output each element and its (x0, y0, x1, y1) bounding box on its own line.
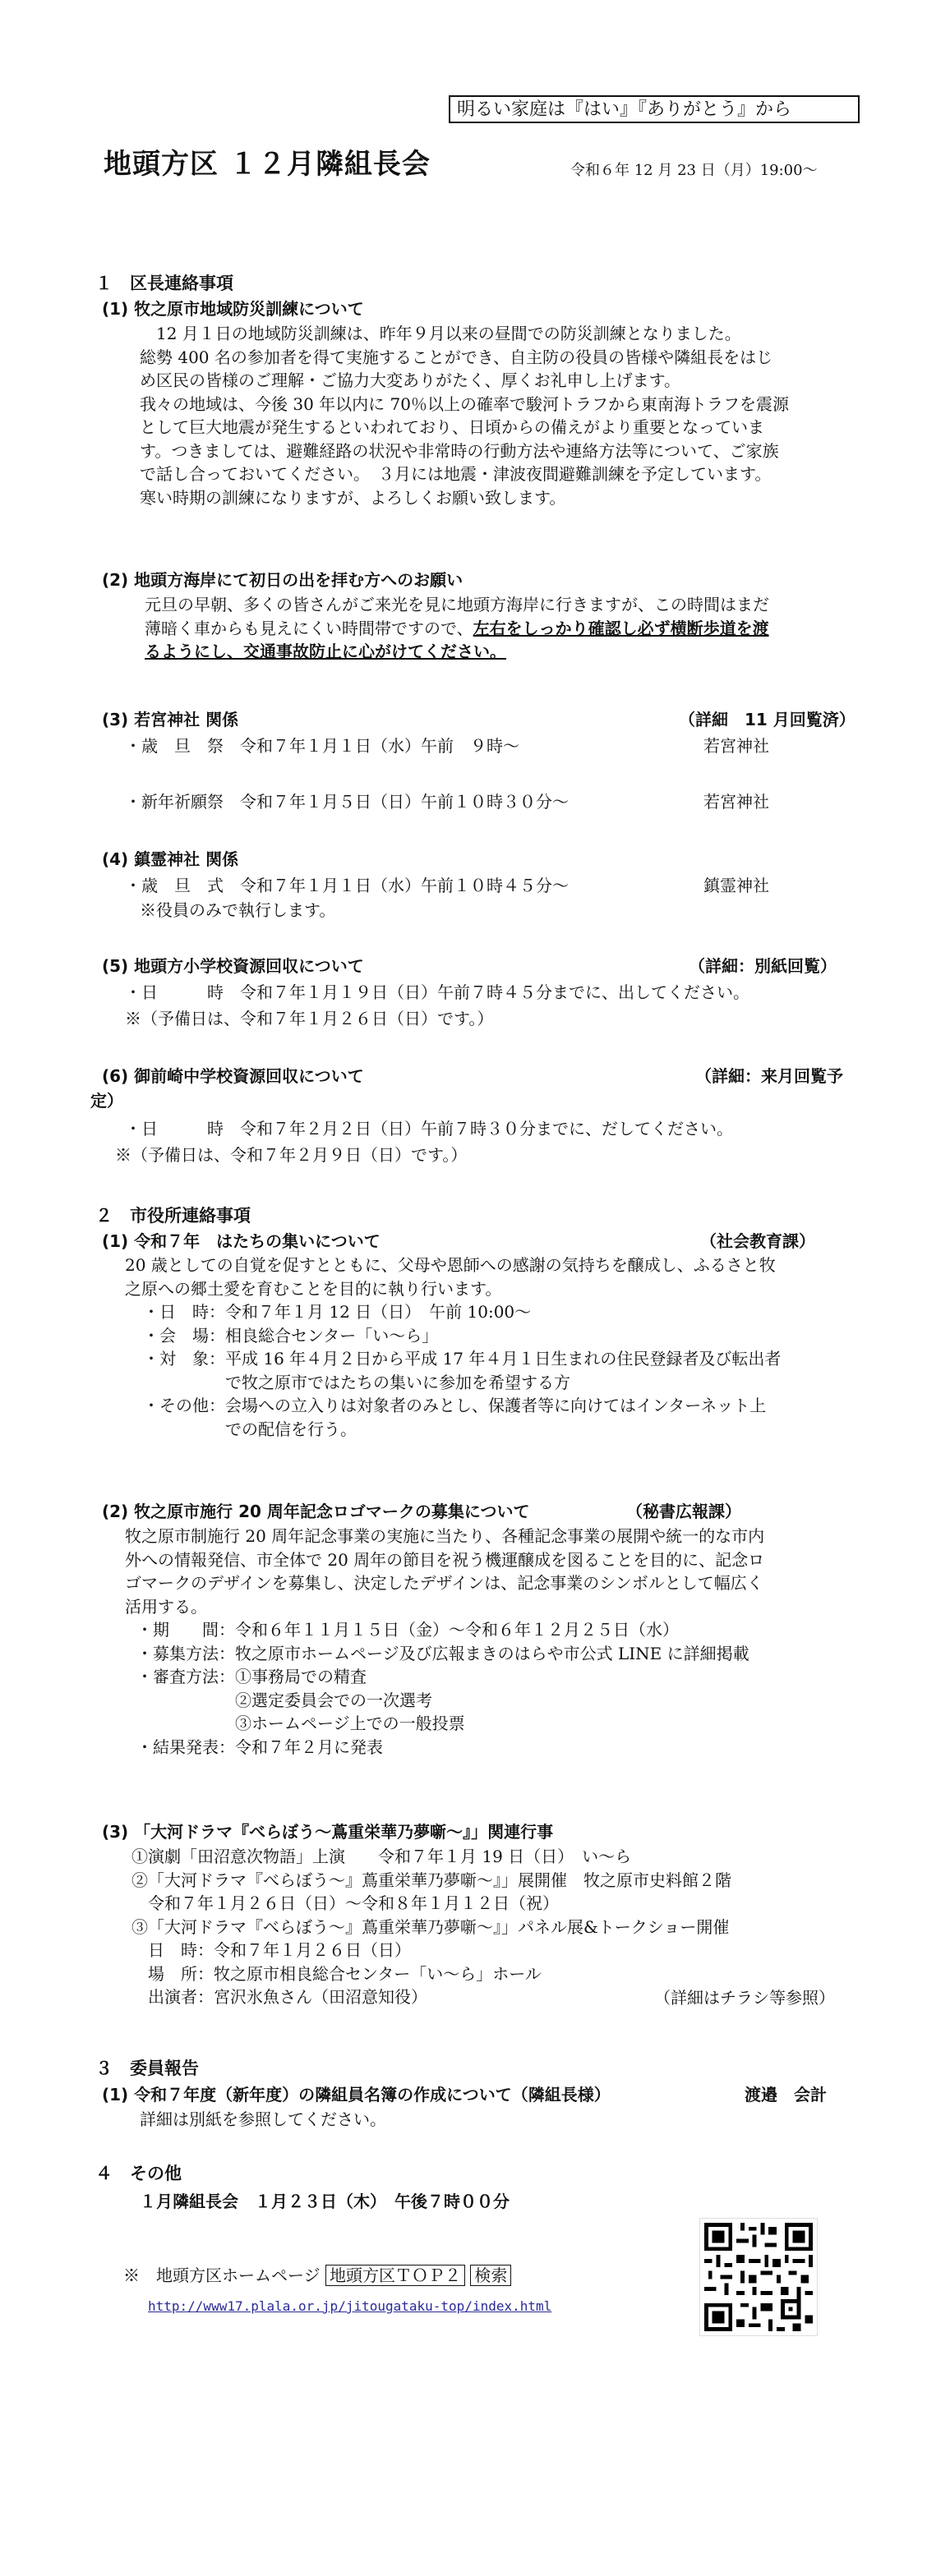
body-line: 之原への郷土愛を育むことを目的に執り行います。 (125, 1278, 502, 1299)
section-1-heading: １ 区長連絡事項 (95, 274, 233, 293)
body-line: ③ホームページ上での一般投票 (136, 1714, 465, 1733)
next-meeting-line: １月隣組長会 １月２３日（木） 午後７時００分 (140, 2192, 510, 2211)
s1-item6-title: (6) 御前崎中学校資源回収について (102, 1066, 364, 1086)
s2-item3-body (131, 1845, 731, 2009)
body-line: ・募集方法：牧之原市ホームページ及び広報まきのはらや市公式 LINE に詳細掲載 (136, 1643, 749, 1663)
event-line: ・歳 旦 祭 令和７年１月１日（水）午前 ９時～ (125, 736, 519, 756)
body-line: 我々の地域は、今後 30 年以内に 70％以上の確率で駿河トラフから東南海トラフを震源 (140, 393, 789, 414)
s1-item5-title: (5) 地頭方小学校資源回収について (102, 956, 364, 976)
body-line: ・会 場：相良総合センター「い～ら」 (143, 1325, 439, 1346)
body-line: 外への情報発信、市全体で 20 周年の節目を祝う機運醸成を図ることを目的に、記念ロ (125, 1549, 765, 1570)
body-line: ゴマークのデザインを募集し、決定したデザインは、記念事業のシンボルとして幅広く (125, 1573, 763, 1593)
homepage-line (123, 2264, 511, 2287)
motto-box: 明るい家庭は『はい』『ありがとう』から (449, 95, 860, 123)
s1-item6-note: （詳細：来月回覧予 (695, 1066, 843, 1086)
s1-item2-body (145, 593, 769, 664)
body-line: ・期 間：令和６年１１月１５日（金）～令和６年１２月２５日（水） (136, 1620, 679, 1640)
s2-item1-body (125, 1254, 781, 1441)
body-line: 12 月１日の地域防災訓練は、昨年９月以来の昼間での防災訓練となりました。 (140, 324, 741, 343)
note-line: ※（予備日は、令和７年２月９日（日）です。） (115, 1145, 468, 1165)
body-line: ①演劇「田沼意次物語」上演 令和７年１月 19 日（日） い～ら (131, 1847, 632, 1866)
event-place: 若宮神社 (703, 792, 769, 812)
event-place: 若宮神社 (703, 736, 769, 756)
body-line: として巨大地震が発生するといわれており、日頃からの備えがより重要となっていま (140, 417, 764, 437)
body-line: ・結果発表：令和７年２月に発表 (136, 1736, 383, 1757)
meeting-date: 令和６年 12 月 23 日（月）19:00～ (570, 162, 818, 179)
s1-item1-title: (1) 牧之原市地域防災訓練について (102, 299, 364, 319)
s2-item1-title: (1) 令和７年 はたちの集いについて (102, 1231, 380, 1251)
body-line: 場 所：牧之原市相良総合センター「い～ら」ホール (131, 1963, 542, 1984)
body-line (145, 617, 769, 641)
body-line: め区民の皆様のご理解・ご協力大変ありがたく、厚くお礼申し上げます。 (140, 370, 680, 390)
s1-item2-title: (2) 地頭方海岸にて初日の出を拝む方へのお願い (102, 570, 464, 590)
s2-item3-title: (3) 「大河ドラマ『べらぼう～蔦重栄華乃夢噺～』」関連行事 (102, 1822, 554, 1842)
homepage-prefix: ※ 地頭方区ホームページ (123, 2266, 321, 2285)
event-place: 鎮霊神社 (703, 876, 769, 895)
body-line: で話し合っておいてください。 ３月には地震・津波夜間避難訓練を予定しています。 (140, 464, 772, 484)
body-line: 牧之原市制施行 20 周年記念事業の実施に当たり、各種記念事業の展開や統一的な市内 (125, 1526, 765, 1546)
event-line: ・日 時 令和７年１月１９日（日）午前７時４５分までに、出してください。 (125, 982, 749, 1002)
body-line: 総勢 400 名の参加者を得て実施することができ、自主防の役員の皆様や隣組長をはじ (140, 347, 773, 367)
body-line: ・対 象：平成 16 年４月２日から平成 17 年４月１日生まれの住民登録者及び転出者 (143, 1349, 782, 1368)
s1-item3-title: (3) 若宮神社 関係 (102, 710, 239, 729)
homepage-search-box[interactable]: 地頭方区ＴＯＰ２ (325, 2265, 465, 2286)
s1-item1-body (140, 322, 789, 509)
note-line: ※役員のみで執行します。 (140, 900, 336, 920)
body-line: 元旦の早朝、多くの皆さんがご来光を見に地頭方海岸に行きますが、この時間はまだ (145, 595, 769, 614)
body-line: で牧之原市ではたちの集いに参加を希望する方 (143, 1372, 570, 1392)
note-line: ※（予備日は、令和７年１月２６日（日）です。） (125, 1009, 494, 1028)
s1-item3-note: （詳細 11 月回覧済） (679, 710, 856, 729)
page-title: 地頭方区 １２月隣組長会 (104, 148, 431, 181)
body-text: 薄暗く車からも見えにくい時間帯ですので、 (145, 618, 473, 638)
s3-item1-who: 渡邉 会計 (745, 2085, 827, 2104)
event-line: ・歳 旦 式 令和７年１月１日（水）午前１０時４５分～ (125, 876, 569, 895)
body-line: ・日 時：令和７年１月 12 日（日） 午前 10:00～ (143, 1302, 532, 1322)
s2-item3-note: （詳細はチラシ等参照） (654, 1988, 835, 2008)
emphasis-line: るようにし、交通事故防止に心がけてください。 (145, 642, 506, 661)
body-line: 寒い時期の訓練になりますが、よろしくお願い致します。 (140, 487, 566, 508)
event-line: ・新年祈願祭 令和７年１月５日（日）午前１０時３０分～ (125, 792, 569, 812)
s3-item1-line: 詳細は別紙を参照してください。 (140, 2109, 386, 2129)
body-line: ・その他：会場への立入りは対象者のみとし、保護者等に向けてはインターネット上 (143, 1396, 767, 1415)
body-line: ③「大河ドラマ『べらぼう～』蔦重栄華乃夢噺～』」パネル展&トークショー開催 (131, 1916, 730, 1937)
section-2-heading: ２ 市役所連絡事項 (95, 1206, 251, 1226)
s2-item2-body (125, 1525, 764, 1759)
qr-code-icon (699, 2218, 818, 2336)
body-line: ②「大河ドラマ『べらぼう～』蔦重栄華乃夢噺～』」展開催 牧之原市史料館２階 (131, 1870, 731, 1890)
s2-item1-note: （社会教育課） (700, 1231, 815, 1251)
s1-item6-note-cont: 定） (90, 1091, 123, 1111)
body-line: 活用する。 (125, 1596, 207, 1617)
body-line: 日 時：令和７年１月２６日（日） (131, 1940, 411, 1960)
s2-item2-title: (2) 牧之原市施行 20 周年記念ロゴマークの募集について (102, 1502, 530, 1521)
emphasis-text: 左右をしっかり確認し必ず横断歩道を渡 (473, 618, 769, 638)
search-button[interactable]: 検索 (470, 2265, 511, 2286)
homepage-url-link[interactable]: http://www17.plala.or.jp/jitougataku-top/index.html (148, 2298, 552, 2314)
body-line: す。つきましては、避難経路の状況や非常時の行動方法や連絡方法等について、ご家族 (140, 440, 779, 461)
section-3-heading: ３ 委員報告 (95, 2058, 199, 2078)
event-line: ・日 時 令和７年２月２日（日）午前７時３０分までに、だしてください。 (125, 1119, 733, 1138)
body-line: ②選定委員会での一次選考 (136, 1690, 432, 1710)
body-line: 出演者：宮沢氷魚さん（田沼意知役） (131, 1987, 427, 2007)
s1-item4-title: (4) 鎮霊神社 関係 (102, 849, 239, 869)
s2-item2-note: （秘書広報課） (626, 1502, 741, 1521)
body-line: 令和７年１月２６日（日）～令和８年１月１２日（祝） (131, 1893, 559, 1913)
s3-item1-title: (1) 令和７年度（新年度）の隣組員名簿の作成について（隣組長様） (102, 2085, 611, 2104)
s1-item5-note: （詳細：別紙回覧） (689, 956, 837, 976)
section-4-heading: ４ その他 (95, 2164, 182, 2183)
body-line: での配信を行う。 (143, 1419, 357, 1439)
body-line: ・審査方法：①事務局での精査 (136, 1667, 367, 1686)
body-line: 20 歳としての自覚を促すとともに、父母や恩師への感謝の気持ちを醸成し、ふるさと牧 (125, 1255, 776, 1275)
